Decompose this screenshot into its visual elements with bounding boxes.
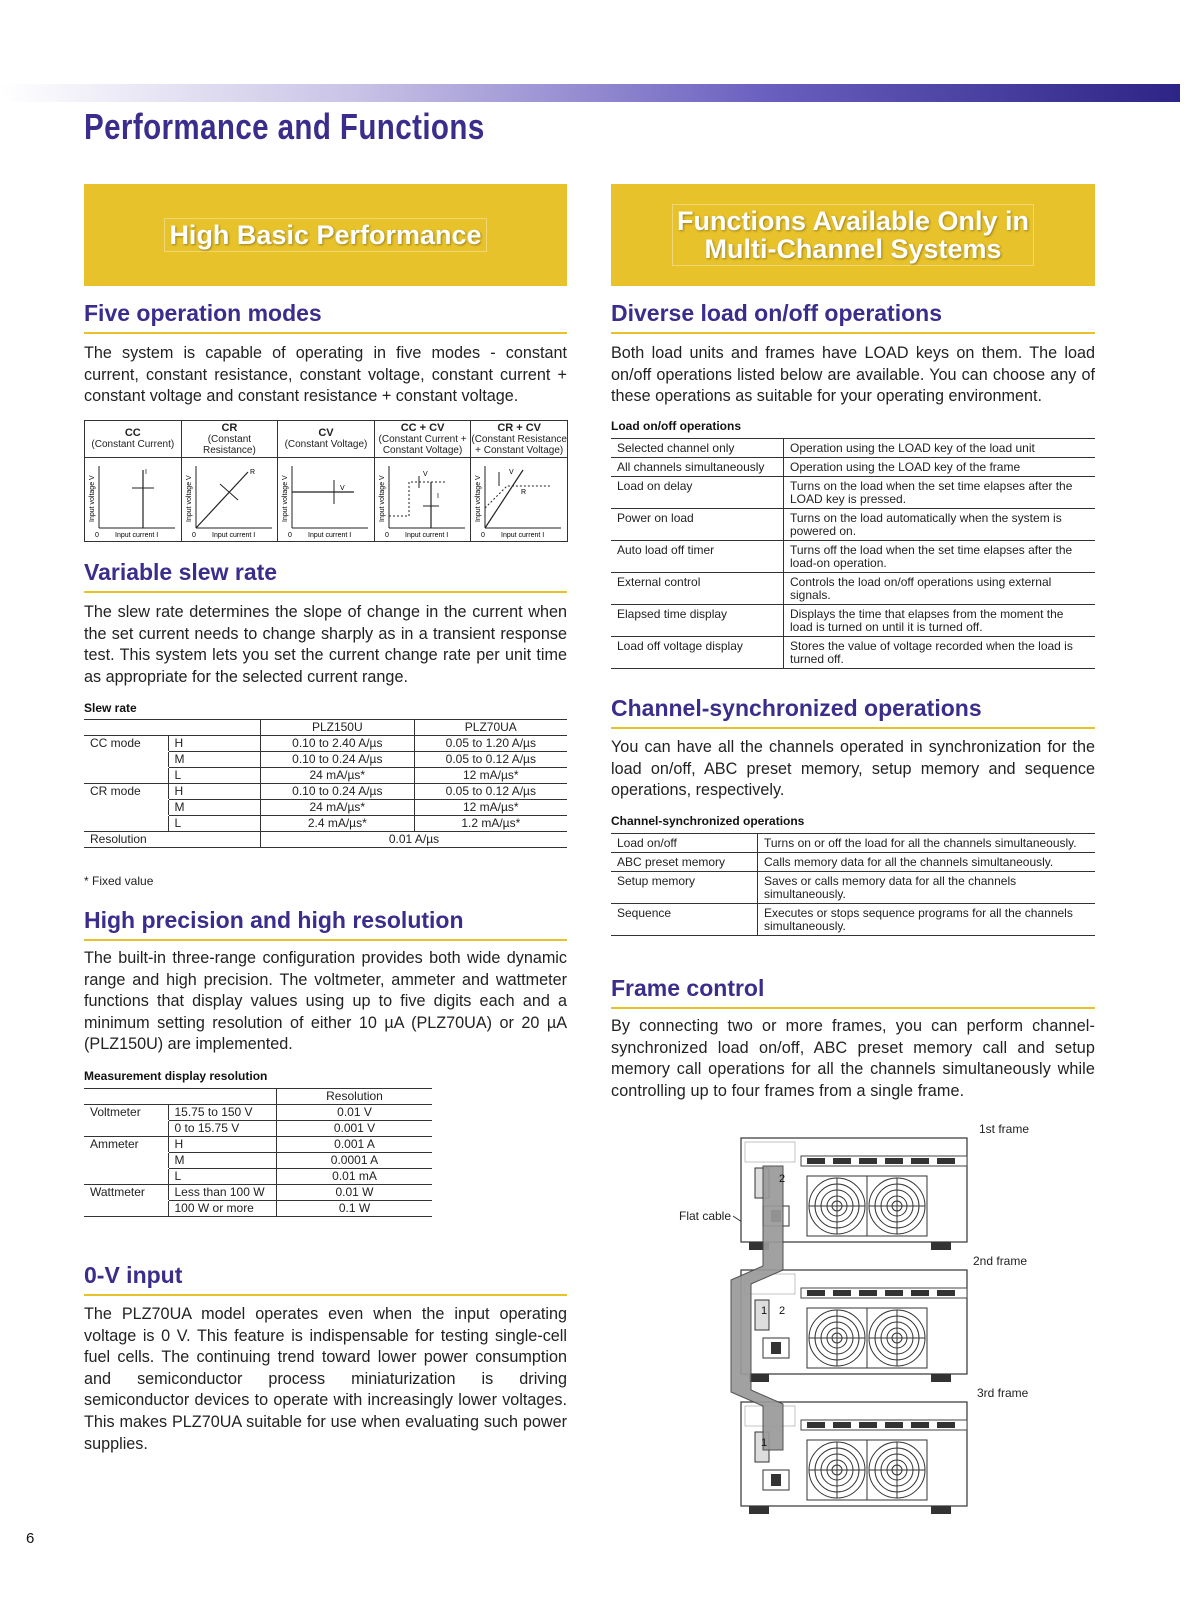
r-label: R bbox=[249, 469, 255, 476]
key-cell: Elapsed time display bbox=[617, 607, 728, 621]
x-axis-label: Input current I bbox=[115, 532, 159, 539]
table-row bbox=[611, 541, 1095, 573]
v-label: V bbox=[340, 485, 345, 492]
range-cell: H bbox=[174, 784, 184, 798]
i-label: I bbox=[145, 469, 147, 476]
table-row bbox=[84, 768, 567, 784]
load-onoff-table-label: Load on/off operations bbox=[611, 419, 741, 433]
key-cell: Load on delay bbox=[617, 479, 693, 493]
x-axis-label: Input current I bbox=[404, 532, 448, 539]
value-cell: Turns off the load when the set time elapses after the load-on operation. bbox=[784, 541, 1096, 573]
port-2-label: 2 bbox=[779, 1305, 786, 1317]
cv-graph bbox=[278, 458, 374, 541]
flat-cable-label: Flat cable bbox=[679, 1209, 732, 1223]
resolution-cell: 0.001 A bbox=[277, 1137, 433, 1153]
mode-cell bbox=[84, 816, 168, 832]
meter-cell: Wattmeter bbox=[84, 1185, 168, 1201]
slew-table-label: Slew rate bbox=[84, 701, 137, 715]
frame-control-heading: Frame control bbox=[611, 975, 1095, 1009]
mode-desc: (Constant Resistance + Constant Voltage) bbox=[471, 433, 567, 456]
table-row bbox=[84, 784, 567, 800]
fan-icon bbox=[807, 1440, 867, 1500]
resolution-value: 0.01 A/µs bbox=[261, 832, 568, 848]
sync-body: You can have all the channels operated in synchronization for the load on/off, ABC preset memory, setup memory and sequence operations, respectively. bbox=[611, 738, 1095, 800]
value-cell: 2.4 mA/µs* bbox=[261, 816, 415, 832]
table-row bbox=[84, 800, 567, 816]
right-banner-line-2: Multi-Channel Systems bbox=[704, 234, 1002, 264]
sync-heading: Channel-synchronized operations bbox=[611, 695, 1095, 729]
range-cell: M bbox=[174, 1153, 185, 1167]
port-1-label: 1 bbox=[761, 1305, 768, 1317]
zero-v-body: The PLZ70UA model operates even when the input operating voltage is 0 V. This feature is indispensable for testing single-cell fuel cells. The continuing trend toward lower power consumption and semiconductor process miniaturization is driving semiconductor devices to operate with increasingly lower voltages. This makes PLZ70UA suitable for use when evaluating such power supplies. bbox=[84, 1305, 567, 1453]
range-cell: 100 W or more bbox=[174, 1201, 254, 1215]
table-row bbox=[611, 458, 1095, 477]
first-frame-label: 1st frame bbox=[979, 1122, 1030, 1136]
measurement-resolution-table bbox=[84, 1088, 432, 1217]
left-banner-title: High Basic Performance bbox=[164, 218, 486, 252]
table-row bbox=[84, 1121, 432, 1137]
range-cell: H bbox=[174, 736, 184, 750]
value-cell: 0.05 to 1.20 A/µs bbox=[414, 736, 567, 752]
y-axis-label: Input voltage V bbox=[282, 475, 290, 522]
key-cell: ABC preset memory bbox=[617, 855, 726, 869]
third-frame-label: 3rd frame bbox=[977, 1386, 1029, 1400]
meter-cell: Voltmeter bbox=[84, 1105, 168, 1121]
range-cell: M bbox=[174, 752, 185, 766]
operation-modes-diagram bbox=[84, 420, 568, 542]
load-onoff-heading: Diverse load on/off operations bbox=[611, 300, 1095, 334]
resolution-cell: 0.0001 A bbox=[277, 1153, 433, 1169]
value-cell: 12 mA/µs* bbox=[414, 768, 567, 784]
port-1-label: 1 bbox=[761, 1437, 768, 1449]
mode-name: CV bbox=[318, 427, 334, 439]
table-row bbox=[84, 736, 567, 752]
table-row bbox=[611, 605, 1095, 637]
mode-cell bbox=[84, 752, 168, 768]
col-header: PLZ150U bbox=[261, 720, 415, 736]
v-label: V bbox=[509, 469, 515, 476]
cc-graph bbox=[85, 458, 181, 541]
table-row bbox=[611, 509, 1095, 541]
r-label: R bbox=[521, 489, 527, 496]
value-cell: Controls the load on/off operations using external signals. bbox=[784, 573, 1096, 605]
meter-cell bbox=[84, 1201, 168, 1217]
key-cell: External control bbox=[617, 575, 701, 589]
table-row bbox=[84, 816, 567, 832]
table-row bbox=[84, 1185, 432, 1201]
slew-heading: Variable slew rate bbox=[84, 559, 567, 593]
key-cell: Selected channel only bbox=[617, 441, 735, 455]
five-modes-body: The system is capable of operating in five modes - constant current, constant resistance, constant voltage, constant current + constant voltage and constant resistance + constant voltage. bbox=[84, 344, 567, 406]
left-section-banner bbox=[84, 184, 567, 286]
mode-name: CC + CV bbox=[400, 421, 445, 434]
frame-control-body: By connecting two or more frames, you can perform channel-synchronized load on/off, ABC preset memory call and setup memory call operations for all the channels simultaneously while controlling up to four frames from a single frame. bbox=[611, 1017, 1095, 1100]
fan-icon bbox=[807, 1176, 867, 1236]
mode-name: CR bbox=[221, 421, 238, 434]
meter-cell: Ammeter bbox=[84, 1137, 168, 1153]
key-cell: Power on load bbox=[617, 511, 694, 525]
value-cell: 0.10 to 0.24 A/µs bbox=[261, 752, 415, 768]
key-cell: Setup memory bbox=[617, 874, 696, 888]
mode-cc-cv bbox=[375, 421, 472, 541]
table-row bbox=[611, 853, 1095, 872]
table-row bbox=[84, 1137, 432, 1153]
mode-desc: (Constant Current + Constant Voltage) bbox=[378, 433, 467, 456]
range-cell: L bbox=[174, 1169, 182, 1183]
range-cell: Less than 100 W bbox=[174, 1185, 265, 1199]
value-cell: Saves or calls memory data for all the channels simultaneously. bbox=[758, 872, 1096, 904]
table-row bbox=[84, 1169, 432, 1185]
fan-icon bbox=[867, 1176, 927, 1236]
mode-cc bbox=[85, 421, 182, 541]
table-row bbox=[611, 477, 1095, 509]
resolution-cell: 0.001 V bbox=[277, 1121, 433, 1137]
range-cell: L bbox=[174, 816, 182, 830]
mode-cv bbox=[278, 421, 375, 541]
y-axis-label: Input voltage V bbox=[378, 475, 386, 522]
frame-rack-illustration bbox=[671, 1120, 1095, 1520]
right-column bbox=[611, 300, 1095, 1520]
meter-cell bbox=[84, 1169, 168, 1185]
table-row bbox=[84, 1105, 432, 1121]
meter-cell bbox=[84, 1153, 168, 1169]
five-modes-heading: Five operation modes bbox=[84, 300, 567, 334]
key-cell: Load off voltage display bbox=[617, 639, 743, 653]
second-frame-label: 2nd frame bbox=[973, 1254, 1028, 1268]
mode-cell: CR mode bbox=[84, 784, 168, 800]
y-axis-label: Input voltage V bbox=[89, 475, 96, 522]
measurement-table-label: Measurement display resolution bbox=[84, 1069, 268, 1083]
port-2-label: 2 bbox=[779, 1173, 786, 1185]
right-section-banner bbox=[611, 184, 1095, 286]
x-axis-label: Input current I bbox=[308, 532, 352, 539]
origin-label: 0 bbox=[191, 532, 196, 539]
key-cell: Sequence bbox=[617, 906, 672, 920]
key-cell: All channels simultaneously bbox=[617, 460, 765, 474]
table-row bbox=[611, 904, 1095, 936]
table-row bbox=[611, 872, 1095, 904]
load-onoff-body: Both load units and frames have LOAD keys on them. The load on/off operations listed below are available. You can choose any of these operations as suitable for your operating environment. bbox=[611, 344, 1095, 406]
resolution-cell: 0.1 W bbox=[277, 1201, 433, 1217]
x-axis-label: Input current I bbox=[501, 532, 545, 539]
page-title: Performance and Functions bbox=[84, 106, 485, 147]
value-cell: Displays the time that elapses from the moment the load is turned on until it is turned off. bbox=[784, 605, 1096, 637]
value-cell: Turns on the load automatically when the system is powered on. bbox=[784, 509, 1096, 541]
resolution-cell: 0.01 W bbox=[277, 1185, 433, 1201]
origin-label: 0 bbox=[384, 532, 389, 539]
value-cell: 24 mA/µs* bbox=[261, 800, 415, 816]
value-cell: Calls memory data for all the channels simultaneously. bbox=[758, 853, 1096, 872]
key-cell: Load on/off bbox=[617, 836, 677, 850]
resolution-cell: 0.01 mA bbox=[277, 1169, 433, 1185]
load-onoff-table bbox=[611, 438, 1095, 669]
table-row bbox=[611, 573, 1095, 605]
range-cell: H bbox=[174, 1137, 184, 1151]
right-banner-title bbox=[672, 204, 1034, 266]
table-row bbox=[84, 752, 567, 768]
table-row bbox=[611, 637, 1095, 669]
table-row bbox=[84, 1201, 432, 1217]
value-cell: 0.10 to 0.24 A/µs bbox=[261, 784, 415, 800]
range-cell: 15.75 to 150 V bbox=[174, 1105, 253, 1119]
value-cell: Turns on the load when the set time elapses after the LOAD key is pressed. bbox=[784, 477, 1096, 509]
resolution-cell: 0.01 V bbox=[277, 1105, 433, 1121]
right-banner-line-1: Functions Available Only in bbox=[676, 206, 1030, 236]
table-row bbox=[611, 834, 1095, 853]
fan-icon bbox=[867, 1440, 927, 1500]
sync-table-label: Channel-synchronized operations bbox=[611, 814, 805, 828]
header-gradient-bar bbox=[0, 84, 1180, 102]
v-label: V bbox=[422, 471, 428, 478]
mode-cr bbox=[182, 421, 279, 541]
frame-unit bbox=[741, 1270, 967, 1382]
fan-icon bbox=[867, 1308, 927, 1368]
table-row bbox=[611, 439, 1095, 458]
range-cell: 0 to 15.75 V bbox=[174, 1121, 240, 1135]
cr-graph bbox=[182, 458, 278, 541]
value-cell: Operation using the LOAD key of the load unit bbox=[784, 439, 1096, 458]
value-cell: Stores the value of voltage recorded when the load is turned off. bbox=[784, 637, 1096, 669]
precision-heading: High precision and high resolution bbox=[84, 907, 567, 941]
y-axis-label: Input voltage V bbox=[185, 475, 193, 522]
table-row bbox=[84, 1153, 432, 1169]
mode-cell: CC mode bbox=[84, 736, 168, 752]
range-cell: L bbox=[174, 768, 182, 782]
key-cell: Auto load off timer bbox=[617, 543, 715, 557]
value-cell: 12 mA/µs* bbox=[414, 800, 567, 816]
col-header: PLZ70UA bbox=[414, 720, 567, 736]
value-cell: 0.05 to 0.12 A/µs bbox=[414, 784, 567, 800]
mode-desc: (Constant Voltage) bbox=[284, 439, 368, 450]
mode-cell bbox=[84, 768, 168, 784]
range-cell: M bbox=[174, 800, 185, 814]
mode-name: CC bbox=[124, 427, 141, 439]
fan-icon bbox=[807, 1308, 867, 1368]
left-column bbox=[84, 300, 567, 1460]
mode-cr-cv bbox=[471, 421, 567, 541]
slew-body: The slew rate determines the slope of change in the current when the set current needs to change sharply as in a transient response test. This system lets you set the current change rate per unit time as appropriate for the selected current range. bbox=[84, 603, 567, 686]
slew-footnote: * Fixed value bbox=[84, 874, 154, 888]
mode-cell bbox=[84, 800, 168, 816]
mode-name: CR + CV bbox=[497, 421, 542, 434]
origin-label: 0 bbox=[95, 532, 99, 539]
y-axis-label: Input voltage V bbox=[475, 475, 483, 522]
col-header: Resolution bbox=[277, 1089, 433, 1105]
sync-table bbox=[611, 833, 1095, 936]
zero-v-heading: 0-V input bbox=[84, 1262, 567, 1296]
value-cell: 24 mA/µs* bbox=[261, 768, 415, 784]
value-cell: Operation using the LOAD key of the frame bbox=[784, 458, 1096, 477]
value-cell: Turns on or off the load for all the channels simultaneously. bbox=[758, 834, 1096, 853]
mode-desc: (Constant Current) bbox=[91, 439, 175, 450]
slew-rate-table bbox=[84, 719, 567, 848]
table-row bbox=[84, 832, 567, 848]
cr-cv-graph bbox=[471, 458, 567, 541]
mode-desc: (Constant Resistance) bbox=[202, 433, 256, 456]
cc-cv-graph bbox=[375, 458, 471, 541]
i-label: I bbox=[436, 493, 439, 500]
value-cell: 0.10 to 2.40 A/µs bbox=[261, 736, 415, 752]
value-cell: 0.05 to 0.12 A/µs bbox=[414, 752, 567, 768]
value-cell: 1.2 mA/µs* bbox=[414, 816, 567, 832]
value-cell: Executes or stops sequence programs for all the channels simultaneously. bbox=[758, 904, 1096, 936]
origin-label: 0 bbox=[288, 532, 293, 539]
meter-cell bbox=[84, 1121, 168, 1137]
origin-label: 0 bbox=[481, 532, 486, 539]
precision-body: The built-in three-range configuration provides both wide dynamic range and high precision. The voltmeter, ammeter and wattmeter functions that display values using up to five digits each and a minimum setting resolution of either 10 µA (PLZ70UA) or 20 µA (PLZ150U) are implemented. bbox=[84, 949, 567, 1054]
x-axis-label: Input current I bbox=[211, 532, 255, 539]
resolution-label: Resolution bbox=[90, 832, 147, 846]
page-number: 6 bbox=[26, 1530, 35, 1547]
